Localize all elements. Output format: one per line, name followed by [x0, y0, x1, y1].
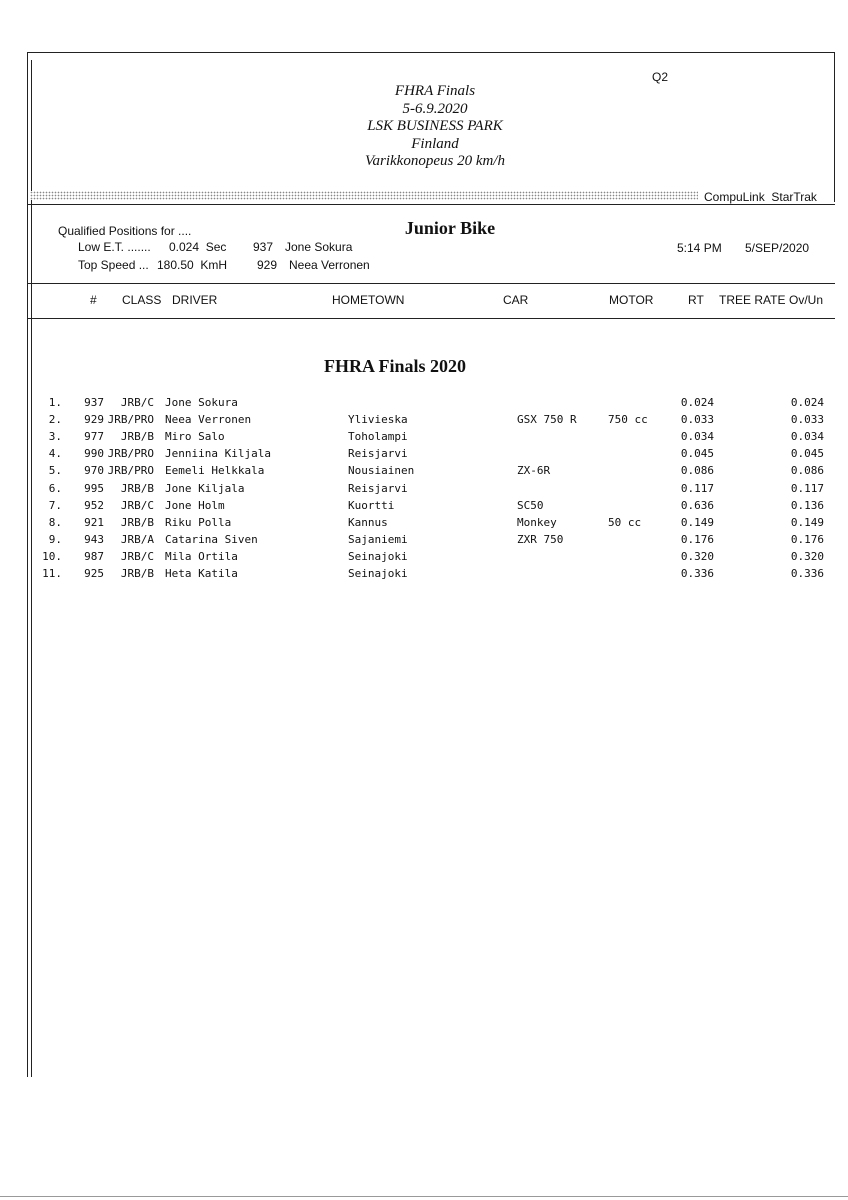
row-hometown: Reisjarvi: [348, 481, 408, 495]
row-rt: 0.336: [680, 567, 714, 580]
page-border-bottom: [0, 1196, 848, 1197]
row-driver: Catarina Siven: [165, 532, 258, 546]
row-hometown: Seinajoki: [348, 567, 408, 580]
event-name: FHRA Finals: [394, 83, 476, 99]
qualified-label: Qualified Positions for ....: [58, 224, 192, 238]
row-ovun: 0.136: [790, 498, 824, 512]
row-position: 5.: [48, 464, 62, 478]
row-ovun: 0.034: [790, 430, 824, 444]
row-number: 937: [84, 396, 104, 409]
row-ovun: 0.024: [790, 396, 824, 409]
row-car: ZXR 750: [517, 532, 564, 546]
table-row: [0, 550, 848, 567]
row-position: 9.: [48, 532, 62, 546]
row-hometown: Nousiainen: [348, 464, 415, 478]
row-position: 1.: [48, 396, 62, 409]
row-ovun: 0.336: [790, 567, 824, 580]
row-ovun: 0.176: [790, 532, 824, 546]
row-class: JRB/B: [120, 430, 154, 444]
row-rt: 0.024: [680, 396, 714, 409]
row-class: JRB/B: [120, 481, 154, 495]
low-et-label: Low E.T. .......: [78, 240, 151, 254]
col-header-num: #: [90, 293, 97, 307]
row-driver: Neea Verronen: [165, 413, 252, 427]
top-speed-label: Top Speed ...: [78, 258, 149, 272]
col-header-tree-rate: TREE RATE: [719, 293, 786, 307]
row-driver: Jone Kiljala: [165, 481, 245, 495]
column-divider: [27, 318, 835, 319]
row-position: 3.: [48, 430, 62, 444]
row-driver: Heta Katila: [165, 567, 238, 580]
row-number: 925: [84, 567, 104, 580]
summary-divider: [27, 283, 835, 284]
event-venue: LSK BUSINESS PARK: [367, 118, 503, 134]
event-header: [345, 83, 525, 171]
row-ovun: 0.320: [790, 549, 824, 563]
row-number: 990: [84, 447, 104, 461]
row-class: JRB/C: [120, 396, 154, 409]
report-code: Q2: [652, 70, 669, 84]
row-hometown: Ylivieska: [348, 413, 408, 427]
col-header-driver: DRIVER: [172, 293, 218, 307]
top-speed-value: 180.50 KmH: [157, 258, 228, 272]
row-number: 995: [84, 481, 104, 495]
low-et-value: 0.024 Sec: [169, 240, 227, 254]
event-dates: 5-6.9.2020: [402, 100, 468, 117]
row-number: 921: [84, 515, 104, 529]
page-border-right: [834, 52, 835, 202]
table-row: [0, 396, 848, 413]
col-header-car: CAR: [503, 293, 529, 307]
row-rt: 0.086: [680, 464, 714, 478]
row-rt: 0.045: [680, 447, 714, 461]
row-rt: 0.320: [680, 549, 714, 563]
row-car: SC50: [517, 498, 544, 512]
row-hometown: Seinajoki: [348, 549, 408, 563]
table-row: [0, 482, 848, 499]
row-driver: Jenniina Kiljala: [165, 447, 271, 461]
row-number: 987: [84, 549, 104, 563]
row-position: 10.: [42, 549, 62, 563]
col-header-class: CLASS: [122, 293, 162, 307]
row-ovun: 0.045: [790, 447, 824, 461]
row-hometown: Kuortti: [348, 498, 395, 512]
low-et-driver: Jone Sokura: [285, 240, 353, 254]
row-position: 2.: [48, 413, 62, 427]
header-divider: [27, 204, 835, 205]
row-class: JRB/C: [120, 498, 154, 512]
row-hometown: Toholampi: [348, 430, 408, 444]
category-title: Junior Bike: [404, 218, 496, 238]
row-hometown: Sajaniemi: [348, 532, 408, 546]
row-number: 952: [84, 498, 104, 512]
report-date: 5/SEP/2020: [745, 241, 810, 255]
row-class: JRB/B: [120, 515, 154, 529]
row-class: JRB/PRO: [107, 447, 154, 461]
row-ovun: 0.149: [790, 515, 824, 529]
report-time: 5:14 PM: [677, 241, 722, 255]
row-rt: 0.117: [680, 481, 714, 495]
row-position: 4.: [48, 447, 62, 461]
row-motor: 50 cc: [608, 515, 642, 529]
row-hometown: Kannus: [348, 515, 388, 529]
top-speed-number: 929: [257, 258, 278, 272]
row-number: 929: [84, 413, 104, 427]
row-driver: Jone Holm: [165, 498, 225, 512]
row-rt: 0.034: [680, 430, 714, 444]
row-position: 7.: [48, 498, 62, 512]
row-motor: 750 cc: [608, 413, 648, 427]
row-class: JRB/PRO: [107, 464, 154, 478]
col-header-rt: RT: [688, 293, 704, 307]
event-pit-speed: Varikkonopeus 20 km/h: [365, 153, 505, 169]
row-position: 11.: [42, 567, 62, 580]
row-driver: Mila Ortila: [165, 549, 238, 563]
table-row: [0, 533, 848, 550]
row-hometown: Reisjarvi: [348, 447, 408, 461]
top-speed-driver: Neea Verronen: [289, 258, 370, 272]
table-row: [0, 413, 848, 430]
row-car: GSX 750 R: [517, 413, 577, 427]
table-row: [0, 567, 848, 584]
low-et-number: 937: [253, 240, 274, 254]
row-class: JRB/A: [120, 532, 154, 546]
section-title: FHRA Finals 2020: [323, 356, 466, 376]
table-row: [0, 499, 848, 516]
row-number: 970: [84, 464, 104, 478]
row-driver: Jone Sokura: [165, 396, 238, 409]
row-rt: 0.176: [680, 532, 714, 546]
col-header-hometown: HOMETOWN: [332, 293, 405, 307]
col-header-motor: MOTOR: [609, 293, 654, 307]
row-number: 977: [84, 430, 104, 444]
row-car: ZX-6R: [517, 464, 551, 478]
table-row: [0, 430, 848, 447]
row-class: JRB/C: [120, 549, 154, 563]
row-rt: 0.149: [680, 515, 714, 529]
event-country: Finland: [411, 135, 459, 152]
row-ovun: 0.117: [790, 481, 824, 495]
timing-system: CompuLink StarTrak: [704, 190, 817, 204]
row-rt: 0.636: [680, 498, 714, 512]
row-number: 943: [84, 532, 104, 546]
row-rt: 0.033: [680, 413, 714, 427]
table-row: [0, 464, 848, 481]
row-ovun: 0.033: [790, 413, 824, 427]
row-position: 6.: [48, 481, 62, 495]
table-row: [0, 516, 848, 533]
row-ovun: 0.086: [790, 464, 824, 478]
row-driver: Miro Salo: [165, 430, 225, 444]
row-class: JRB/PRO: [107, 413, 154, 427]
table-row: [0, 447, 848, 464]
col-header-ovun: Ov/Un: [789, 293, 824, 307]
row-driver: Riku Polla: [165, 515, 232, 529]
row-driver: Eemeli Helkkala: [165, 464, 265, 478]
row-class: JRB/B: [120, 567, 154, 580]
page-border-top: [27, 52, 835, 53]
row-car: Monkey: [517, 515, 557, 529]
row-position: 8.: [48, 515, 62, 529]
dotted-separator: [30, 191, 698, 200]
